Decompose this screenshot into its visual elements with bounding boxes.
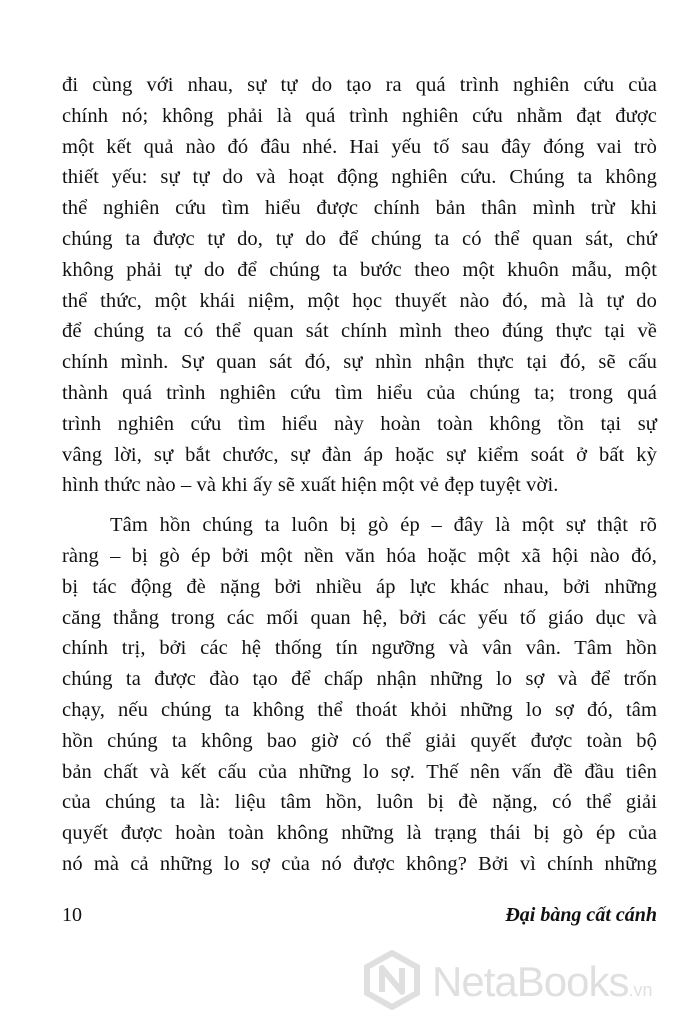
page-body	[62, 70, 657, 880]
text-line: bản chất và kết cấu của những lo sợ. Thế nên vấn đề đầu tiên	[62, 760, 657, 783]
running-title: Đại bàng cất cánh	[505, 904, 657, 926]
text-line: trình nghiên cứu tìm hiểu này hoàn toàn không tồn tại sự	[62, 412, 657, 435]
text-line: hồn chúng ta không bao giờ có thể giải quyết được toàn bộ	[62, 729, 657, 752]
page-number: 10	[62, 904, 82, 926]
text-line: thể thức, một khái niệm, một học thuyết nào đó, mà là tự do	[62, 289, 657, 312]
text-line: bị tác động đè nặng bởi nhiều áp lực khác nhau, bởi những	[62, 575, 657, 598]
watermark-text	[432, 958, 652, 1006]
watermark-suffix: .vn	[628, 980, 653, 1000]
text-line: của chúng ta là: liệu tâm hồn, luôn bị đè nặng, có thể giải	[62, 791, 657, 814]
text-line: vâng lời, sự bắt chước, sự đàn áp hoặc sự kiểm soát ở bất kỳ	[62, 443, 657, 466]
watermark	[362, 950, 692, 1014]
text-line: một kết quả nào đó đâu nhé. Hai yếu tố sau đây đóng vai trò	[62, 135, 657, 158]
text-line: chúng ta được tự do, tự do để chúng ta có thể quan sát, chứ	[62, 227, 657, 250]
text-line: chính mình. Sự quan sát đó, sự nhìn nhận thực tại đó, sẽ cấu	[62, 351, 657, 374]
paragraph-2	[62, 510, 657, 880]
text-line: đi cùng với nhau, sự tự do tạo ra quá trình nghiên cứu của	[62, 74, 657, 96]
watermark-name: NetaBooks	[432, 958, 629, 1005]
netabooks-logo-icon	[362, 950, 422, 1010]
text-line: để chúng ta có thể quan sát chính mình theo đúng thực tại về	[62, 320, 657, 343]
text-line: căng thẳng trong các mối quan hệ, bởi các yếu tố giáo dục và	[62, 606, 657, 629]
text-line: quyết được hoàn toàn không những là trạng thái bị gò ép của	[62, 822, 657, 845]
text-line: ràng – bị gò ép bởi một nền văn hóa hoặc một xã hội nào đó,	[62, 544, 657, 567]
text-line: thành quá trình nghiên cứu tìm hiểu của chúng ta; trong quá	[62, 381, 657, 404]
text-line: chúng ta được đào tạo để chấp nhận những lo sợ và để trốn	[62, 668, 657, 691]
text-line: nó mà cả những lo sợ của nó được không? Bởi vì chính những	[62, 852, 657, 875]
page-footer	[62, 904, 657, 934]
paragraph-1	[62, 70, 657, 501]
text-line: thể nghiên cứu tìm hiểu được chính bản thân mình trừ khi	[62, 197, 657, 220]
text-line: không phải tự do để chúng ta bước theo một khuôn mẫu, một	[62, 258, 657, 281]
text-line: chính nó; không phải là quá trình nghiên cứu nhằm đạt được	[62, 104, 657, 127]
text-line: Tâm hồn chúng ta luôn bị gò ép – đây là một sự thật rõ	[110, 514, 657, 537]
text-line: thiết yếu: sự tự do và hoạt động nghiên cứu. Chúng ta không	[62, 166, 657, 189]
text-line: chạy, nếu chúng ta không thể thoát khỏi những lo sợ đó, tâm	[62, 698, 657, 721]
text-line: hình thức nào – và khi ấy sẽ xuất hiện một vẻ đẹp tuyệt vời.	[62, 474, 559, 497]
text-line: chính trị, bởi các hệ thống tín ngưỡng và vân vân. Tâm hồn	[62, 637, 657, 660]
